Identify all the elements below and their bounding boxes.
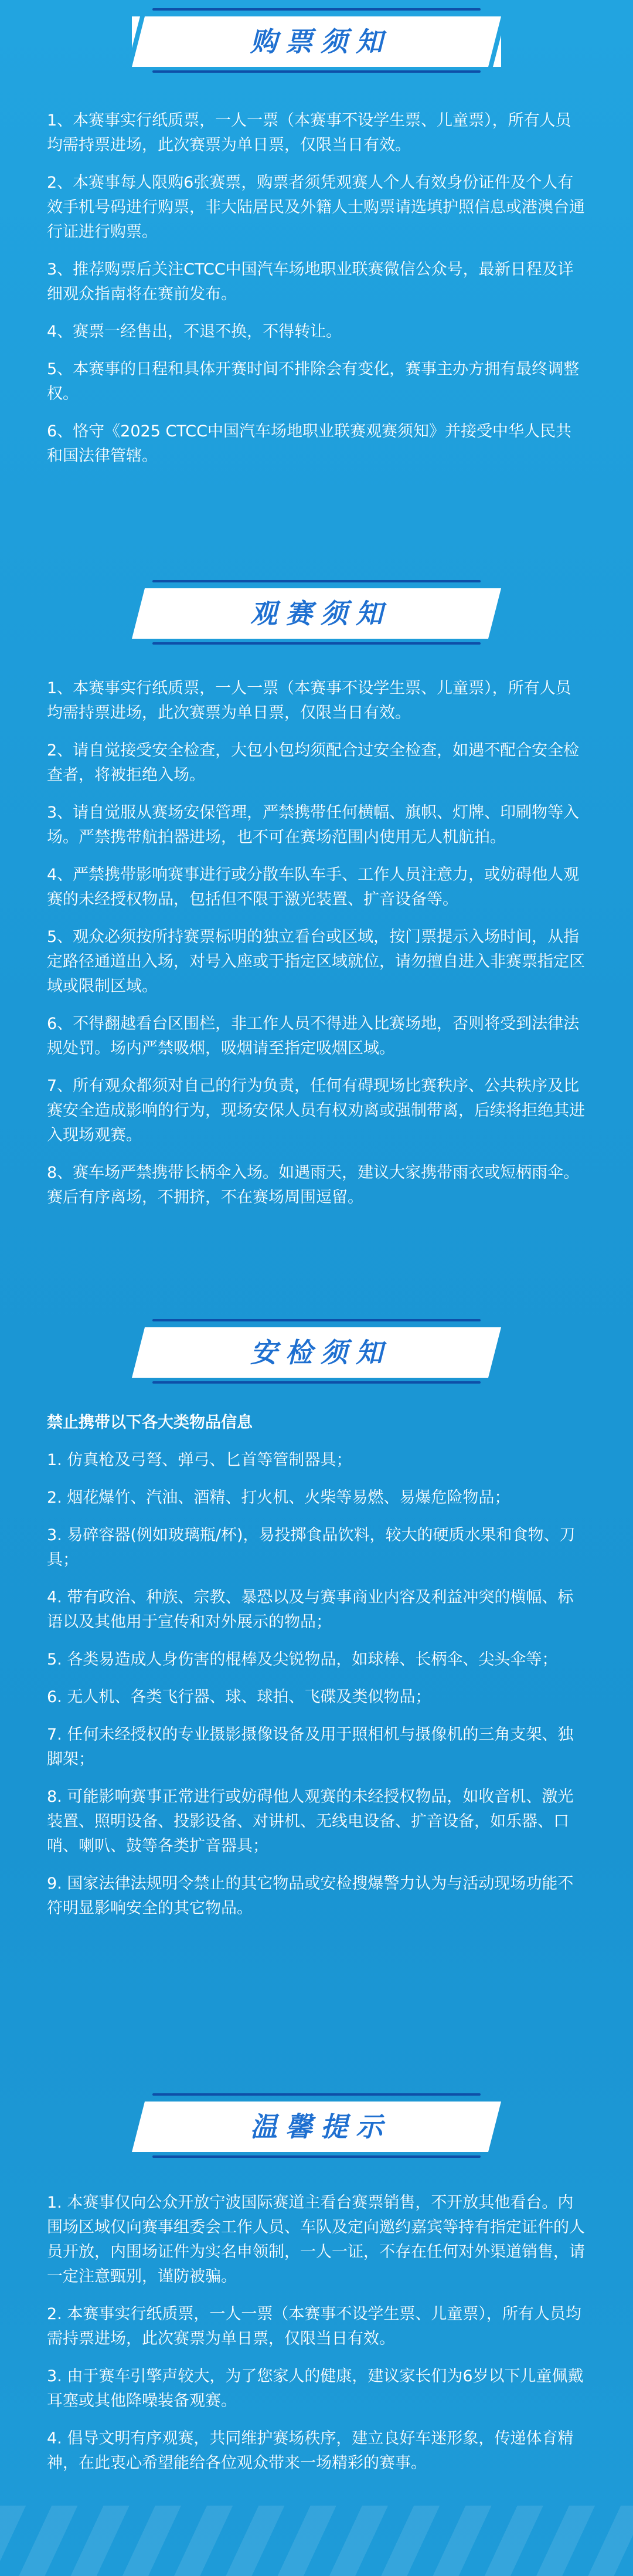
section-ticket-purchase	[0, 0, 633, 465]
notice-item: 4、严禁携带影响赛事进行或分散车队车手、工作人员注意力，或妨碍他人观赛的未经授权物品，包括但不限于激光装置、扩音设备等。	[47, 866, 580, 909]
notice-item: 7. 任何未经授权的专业摄影摄像设备及用于照相机与摄像机的三角支架、独脚架；	[47, 1726, 574, 1768]
bottom-decoration	[0, 2506, 633, 2576]
section-title-banner	[132, 588, 501, 639]
title-divider-bottom	[152, 70, 481, 73]
title-divider-top	[152, 8, 481, 11]
section-title-banner	[132, 16, 501, 67]
notice-item: 2、本赛事每人限购6张赛票，购票者须凭观赛人个人有效身份证件及个人有效手机号码进行购票，非大陆居民及外籍人士购票请选填护照信息或港澳台通行证进行购票。	[47, 174, 585, 241]
notice-item: 3. 由于赛车引擎声较大，为了您家人的健康，建议家长们为6岁以下儿童佩戴耳塞或其他降噪装备观赛。	[47, 2367, 584, 2410]
notice-item: 8、赛车场严禁携带长柄伞入场。如遇雨天，建议大家携带雨衣或短柄雨伞。赛后有序离场，不拥挤，不在赛场周围逗留。	[47, 1164, 580, 1206]
notice-item: 9. 国家法律法规明令禁止的其它物品或安检搜爆警力认为与活动现场功能不符明显影响安全的其它物品。	[47, 1875, 574, 1917]
title-divider-bottom	[152, 1381, 481, 1384]
notice-item: 6. 无人机、各类飞行器、球、球拍、飞碟及类似物品；	[47, 1688, 431, 1706]
notice-item: 6、恪守《2025 CTCC中国汽车场地职业联赛观赛须知》并接受中华人民共和国法律管辖。	[47, 422, 571, 465]
notice-item: 3. 易碎容器(例如玻璃瓶/杯)，易投掷食品饮料，较大的硬质水果和食物、刀具；	[47, 1526, 576, 1569]
notice-item: 6、不得翻越看台区围栏，非工作人员不得进入比赛场地，否则将受到法律法规处罚。场内严禁吸烟，吸烟请至指定吸烟区域。	[47, 1015, 580, 1057]
title-divider-bottom	[152, 642, 481, 645]
section-viewing	[0, 572, 633, 1206]
notice-item: 5、观众必须按所持赛票标明的独立看台或区域，按门票提示入场时间，从指定路径通道出入场，对号入座或于指定区域就位，请勿擅自进入非赛票指定区域或限制区域。	[47, 928, 585, 995]
section-security-check	[0, 1311, 633, 1917]
section-title: 观赛须知	[250, 598, 391, 629]
section-title-banner	[132, 1327, 501, 1378]
section-title-wrap	[0, 0, 633, 76]
notice-item: 1、本赛事实行纸质票，一人一票（本赛事不设学生票、儿童票），所有人员均需持票进场，此次赛票为单日票，仅限当日有效。	[47, 111, 571, 154]
notice-item: 2. 烟花爆竹、汽油、酒精、打火机、火柴等易燃、易爆危险物品；	[47, 1489, 511, 1507]
title-divider-top	[152, 580, 481, 582]
section-content	[47, 2191, 586, 2489]
section-title-wrap	[0, 1311, 633, 1387]
notice-item: 4、赛票一经售出，不退不换，不得转让。	[47, 323, 342, 341]
notice-item: 1. 本赛事仅向公众开放宁波国际赛道主看台赛票销售，不开放其他看台。内围场区域仅向赛事组委会工作人员、车队及定向邀约嘉宾等持有指定证件的人员开放，内围场证件为实名申领制，一人一证，不存在任何对外渠道销售，请一定注意甄别，谨防被骗。	[47, 2194, 585, 2286]
notice-item: 3、请自觉服从赛场安保管理，严禁携带任何横幅、旗帜、灯牌、印刷物等入场。严禁携带航拍器进场，也不可在赛场范围内使用无人机航拍。	[47, 804, 580, 846]
section-title: 温馨提示	[250, 2111, 391, 2143]
notice-item: 1. 仿真枪及弓弩、弹弓、匕首等管制器具；	[47, 1451, 352, 1469]
notice-item: 5. 各类易造成人身伤害的棍棒及尖锐物品，如球棒、长柄伞、尖头伞等；	[47, 1650, 558, 1669]
title-divider-top	[152, 2093, 481, 2096]
notice-item: 8. 可能影响赛事正常进行或妨碍他人观赛的未经授权物品，如收音机、激光装置、照明设备、投影设备、对讲机、无线电设备、扩音设备，如乐器、口哨、喇叭、鼓等各类扩音器具；	[47, 1788, 574, 1855]
notice-item: 2、请自觉接受安全检查，大包小包均须配合过安全检查，如遇不配合安全检查者，将被拒绝入场。	[47, 741, 580, 784]
section-content	[47, 109, 586, 482]
notice-item: 3、推荐购票后关注CTCC中国汽车场地职业联赛微信公众号，最新日程及详细观众指南将在赛前发布。	[47, 260, 574, 303]
title-divider-bottom	[152, 2155, 481, 2158]
section-content	[47, 676, 586, 1223]
notice-item: 2. 本赛事实行纸质票，一人一票（本赛事不设学生票、儿童票），所有人员均需持票进场，此次赛票为单日票，仅限当日有效。	[47, 2305, 581, 2348]
prohibited-items-heading: 禁止携带以下各大类物品信息	[47, 1414, 253, 1432]
notice-item: 4. 倡导文明有序观赛，共同维护赛场秩序，建立良好车迷形象，传递体育精神，在此衷心希望能给各位观众带来一场精彩的赛事。	[47, 2429, 574, 2472]
notice-item: 4. 带有政治、种族、宗教、暴恐以及与赛事商业内容及利益冲突的横幅、标语以及其他用于宣传和对外展示的物品；	[47, 1588, 574, 1631]
notice-item: 7、所有观众都须对自己的行为负责，任何有碍现场比赛秩序、公共秩序及比赛安全造成影响的行为，现场安保人员有权劝离或强制带离，后续将拒绝其进入现场观赛。	[47, 1077, 585, 1144]
section-title-wrap	[0, 572, 633, 648]
title-divider-top	[152, 1319, 481, 1321]
section-friendly-reminder	[0, 2085, 633, 2472]
section-title-wrap	[0, 2085, 633, 2161]
section-content	[47, 1411, 586, 1934]
notice-item: 5、本赛事的日程和具体开赛时间不排除会有变化，赛事主办方拥有最终调整权。	[47, 360, 580, 403]
section-title-banner	[132, 2102, 501, 2152]
notice-item: 1、本赛事实行纸质票，一人一票（本赛事不设学生票、儿童票），所有人员均需持票进场，此次赛票为单日票，仅限当日有效。	[47, 679, 571, 722]
section-title: 安检须知	[250, 1337, 391, 1368]
section-title: 购票须知	[250, 26, 391, 57]
